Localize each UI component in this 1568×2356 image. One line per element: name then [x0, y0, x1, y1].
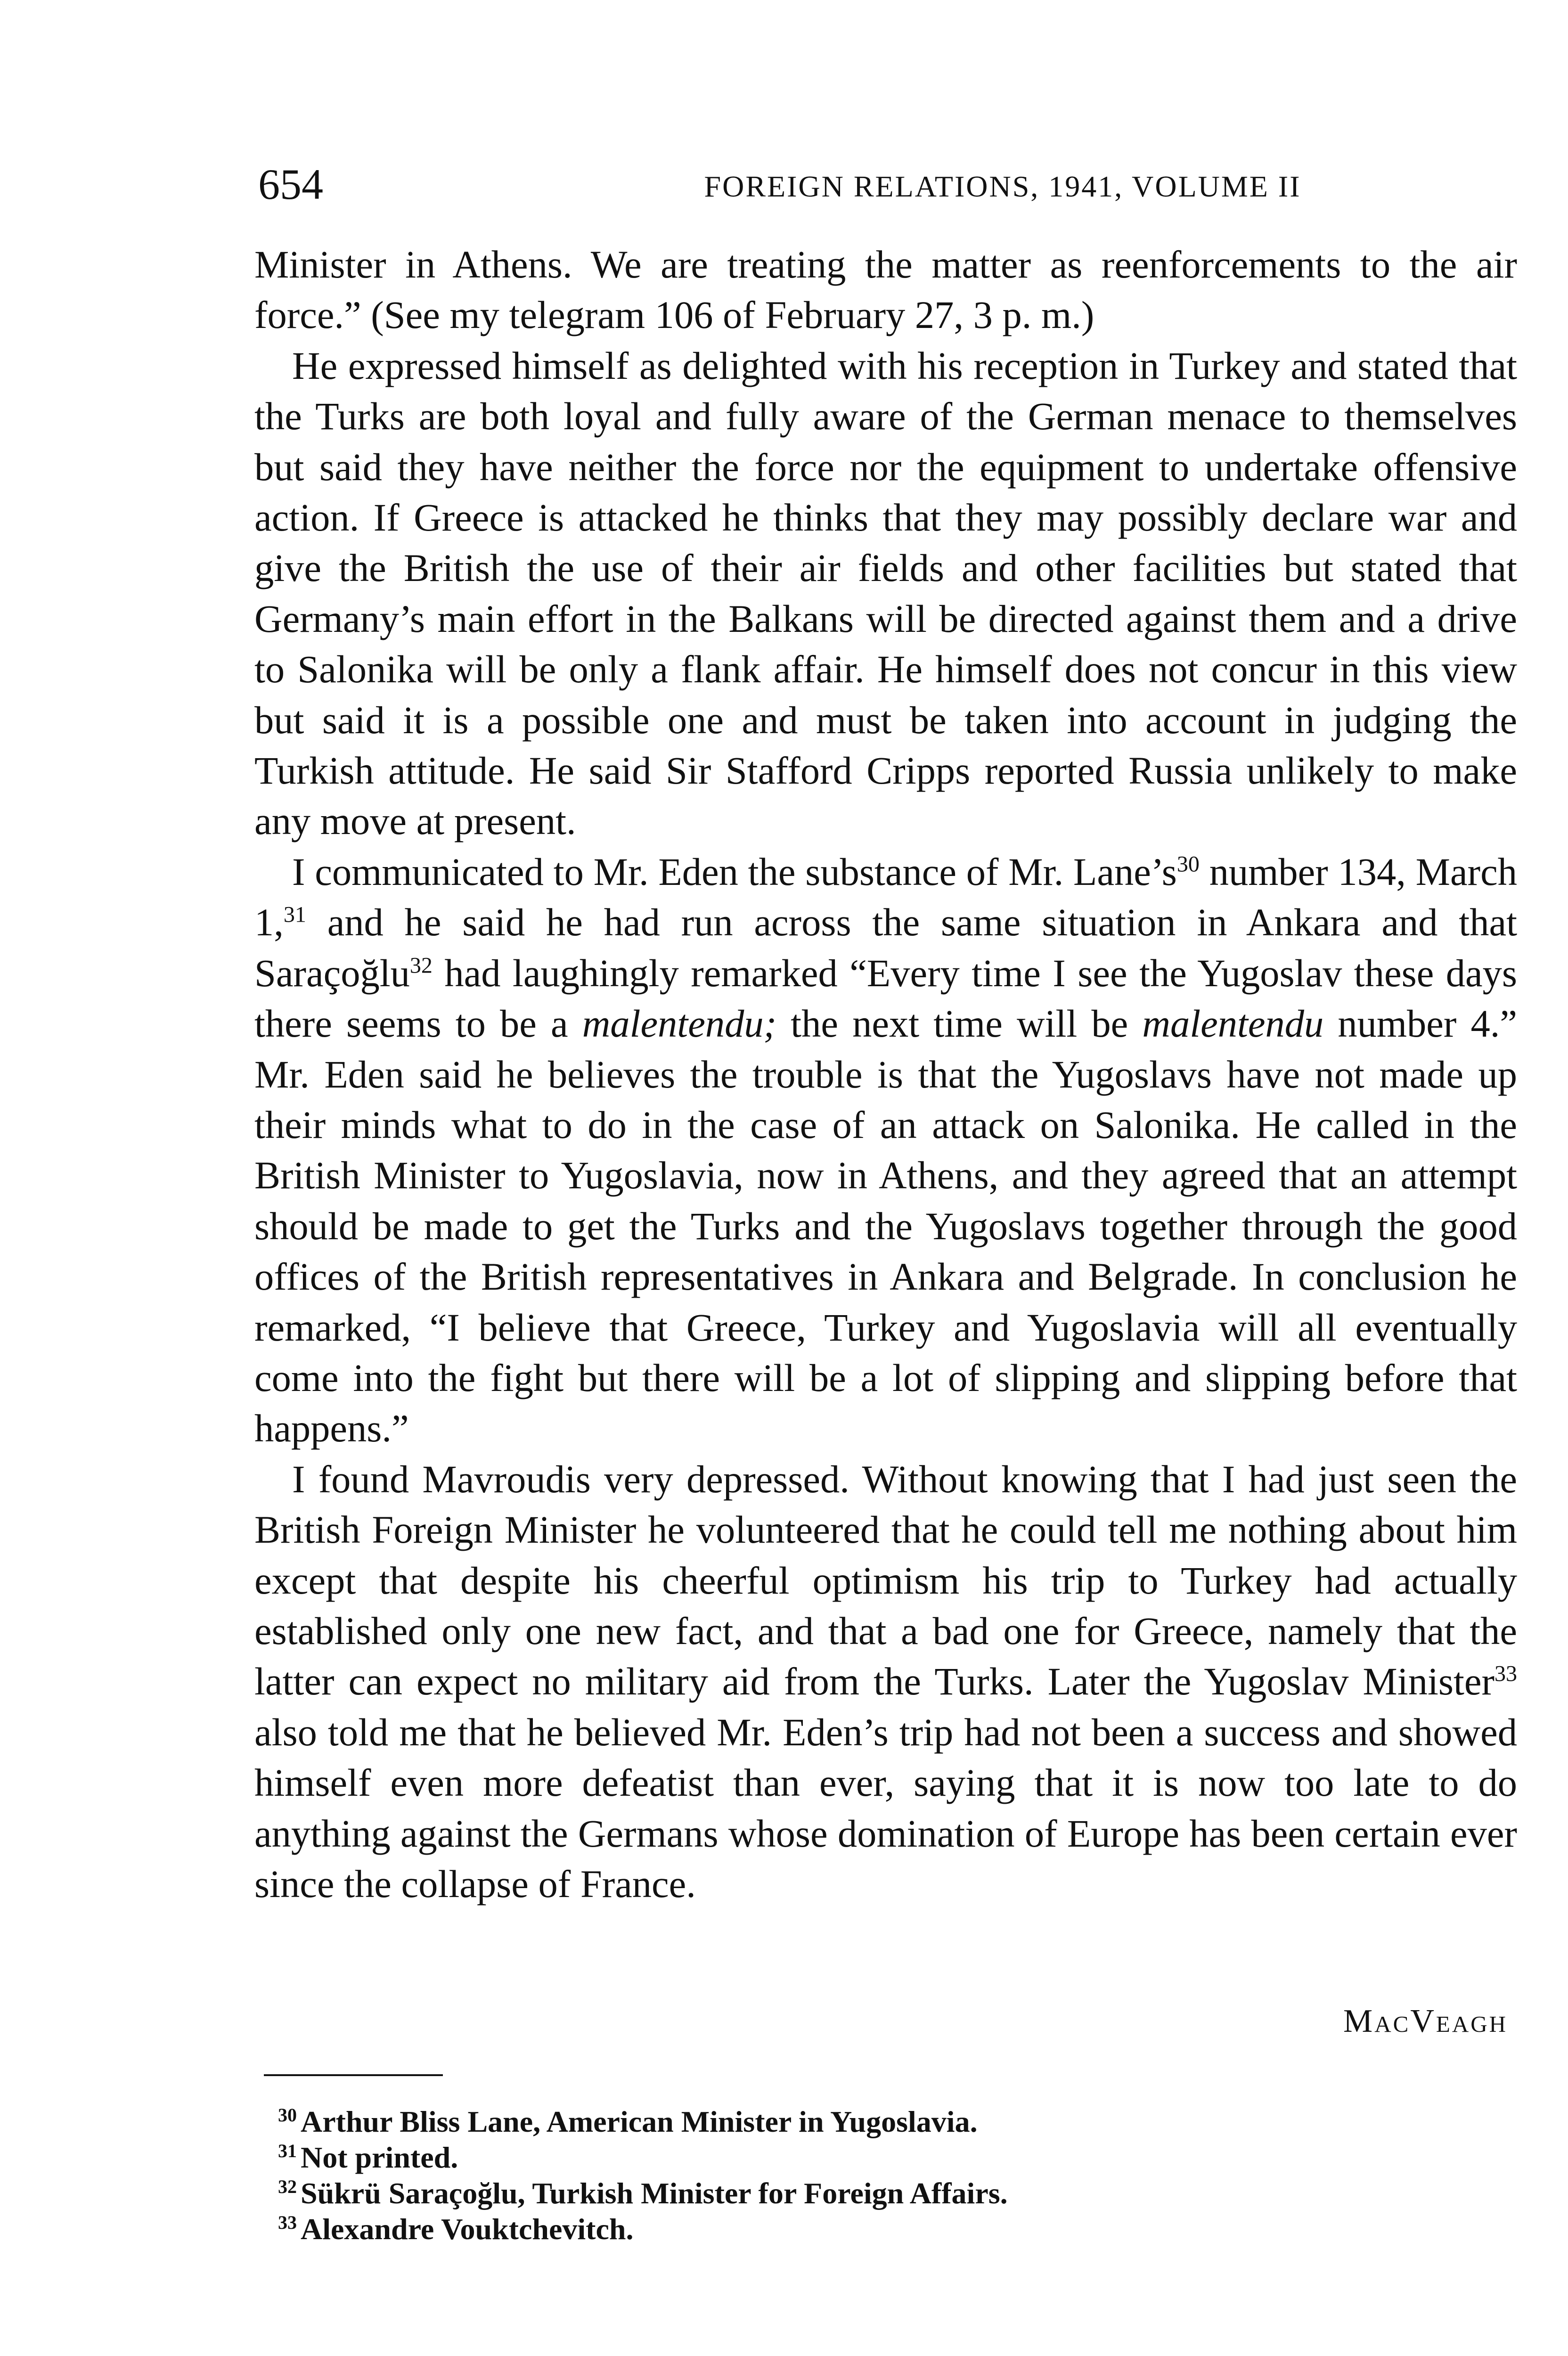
footnote-text: Not printed. — [301, 2141, 458, 2174]
page-header — [258, 158, 1511, 210]
footnote-rule — [264, 2074, 443, 2076]
paragraph-4-text-b: also told me that he believed Mr. Eden’s trip had not been a success and showed himself even more defeatist than ever, saying that it is now too late to do anything against the Germans whose domination of Europe has been certain ever since the collapse of France. — [254, 1710, 1517, 1906]
paragraph-1: Minister in Athens. We are treating the matter as reenforcements to the air force.” (See my telegram 106 of February 27, 3 p. m.) — [254, 243, 1517, 337]
paragraph-3-text-a: I communicated to Mr. Eden the substance of Mr. Lane’s — [292, 850, 1177, 893]
signature: MacVeagh — [1343, 2003, 1508, 2039]
paragraph-2: He expressed himself as delighted with his reception in Turkey and stated that the Turks are both loyal and fully aware of the German menace to themselves but said they have neither the force nor the equipment to undertake offensive action. If Greece is attacked he thinks that they may possibly declare war and give the British the use of their air fields and other facilities but stated that Germany’s main effort in the Balkans will be directed against them and a drive to Salonika will be only a flank affair. He himself does not concur in this view but said it is a possible one and must be taken into account in judging the Turkish attitude. He said Sir Stafford Cripps reported Russia unlikely to make any move at present. — [254, 344, 1517, 843]
running-title: FOREIGN RELATIONS, 1941, VOLUME II — [704, 170, 1301, 203]
footnote-ref-31: 31 — [283, 902, 306, 927]
footnote-mark: 33 — [278, 2211, 297, 2233]
footnote-text: Alexandre Vouktchevitch. — [301, 2212, 634, 2246]
footnotes — [278, 2104, 1456, 2247]
paragraph-3-italic-malentendu-1: malentendu; — [582, 1002, 777, 1046]
footnote-ref-30: 30 — [1176, 851, 1200, 877]
footnote-mark: 30 — [278, 2104, 297, 2126]
footnote-32 — [278, 2176, 1456, 2211]
body-text — [254, 239, 1517, 1909]
paragraph-3-text-h: number 4.” Mr. Eden said he believes the trouble is that the Yugoslavs have not made up their minds what to do in the case of an attack on Salonika. He called in the British Minister to Yugoslavia, now in Athens, and they agreed that an attempt should be made to get the Turks and the Yugoslavs together through the good offices of the British representatives in Ankara and Belgrade. In conclusion he remarked, “I believe that Greece, Turkey and Yugoslavia will all eventually come into the fight but there will be a lot of slipping and slipping before that happens.” — [254, 1002, 1517, 1450]
paragraph-3-text-f: the next time will be — [776, 1002, 1143, 1046]
footnote-text: Sükrü Saraçoğlu, Turkish Minister for Foreign Affairs. — [301, 2176, 1008, 2210]
footnote-30 — [278, 2104, 1456, 2140]
footnote-ref-32: 32 — [409, 953, 433, 978]
footnote-ref-33: 33 — [1494, 1661, 1517, 1686]
paragraph-3-text-c: and he said he had run across the same situation in Ankara and that Saraçoğlu — [254, 900, 1517, 995]
footnote-31 — [278, 2140, 1456, 2176]
footnote-text: Arthur Bliss Lane, American Minister in Yugoslavia. — [301, 2105, 978, 2138]
paragraph-4-text-a: I found Mavroudis very depressed. Without knowing that I had just seen the British Foreign Minister he volunteered that he could tell me nothing about him except that despite his cheerful optimism his trip to Turkey had actually established only one new fact, and that a bad one for Greece, namely that the latter can expect no military aid from the Turks. Later the Yugoslav Minister — [254, 1457, 1517, 1703]
footnote-mark: 31 — [278, 2140, 297, 2161]
paragraph-4 — [254, 1454, 1517, 1910]
footnote-33 — [278, 2211, 1456, 2247]
paragraph-3-italic-malentendu-2: malentendu — [1142, 1002, 1324, 1046]
footnote-mark: 32 — [278, 2176, 297, 2197]
paragraph-3-text-d: had laughingly remarked “Every time I see the Yugoslav these days there seems to be a — [254, 951, 1517, 1046]
paragraph-3 — [254, 847, 1517, 1454]
page-number: 654 — [258, 160, 323, 208]
paragraph-3-text-b: number 134, March 1, — [254, 850, 1517, 944]
